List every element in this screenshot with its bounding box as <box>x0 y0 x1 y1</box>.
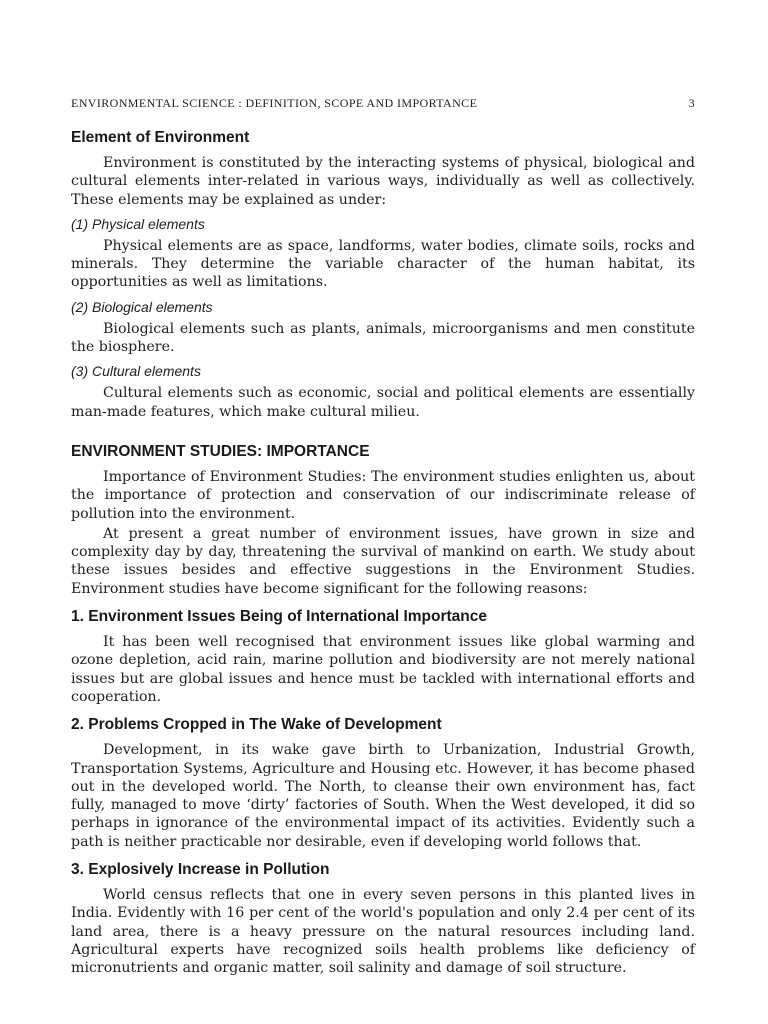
paragraph-reason-3: World census reflects that one in every seven persons in this planted lives in India. Evidently with 16 per cent of the world's population and only 2.4 per cent of its land area, there is a heavy pressure on the natural resources including land. Agricultural experts have recognized soils health problems like deficiency of micronutrients and organic matter, soil salinity and damage of soil structure. <box>71 887 695 977</box>
section-heading-reason-2: 2. Problems Cropped in The Wake of Development <box>71 716 442 734</box>
section-heading-importance: ENVIRONMENT STUDIES: IMPORTANCE <box>71 442 370 460</box>
paragraph-biological: Biological elements such as plants, animals, microorganisms and men constitute the biosphere. <box>71 320 695 356</box>
paragraph-cultural: Cultural elements such as economic, social and political elements are essentially man-made features, which make cultural milieu. <box>71 385 695 420</box>
paragraph-reason-2: Development, in its wake gave birth to Urbanization, Industrial Growth, Transportation Systems, Agriculture and Housing etc. However, it has become phased out in the developed world. The North, to cleanse their own environment has, fact fully, managed to move ‘dirty’ factories of South. When the West developed, it did so perhaps in ignorance of the environmental impact of its activities. Evidently such a path is neither practicable nor desirable, even if developing world follows that. <box>71 742 695 850</box>
paragraph-importance-2: At present a great number of environment issues, have grown in size and complexity day by day, threatening the survival of mankind on earth. We study about these issues besides and effective suggestions in the Environment Studies. Environment studies have become significant for the following reasons: <box>71 525 695 597</box>
paragraph-element-intro: Environment is constituted by the interacting systems of physical, biological and cultural elements inter-related in various ways, individually as well as collectively. These elements may be explained as under: <box>71 155 695 208</box>
section-heading-reason-1: 1. Environment Issues Being of International Importance <box>71 608 487 626</box>
running-header <box>71 96 695 111</box>
paragraph-importance-1: Importance of Environment Studies: The environment studies enlighten us, about the importance of protection and conservation of our indiscriminate release of pollution into the environment. <box>71 468 695 522</box>
paragraph-reason-1: It has been well recognised that environment issues like global warming and ozone depletion, acid rain, marine pollution and biodiversity are not merely national issues but are global issues and hence must be tackled with international efforts and cooperation. <box>71 634 695 705</box>
subheading-cultural: (3) Cultural elements <box>71 363 201 380</box>
section-heading-reason-3: 3. Explosively Increase in Pollution <box>71 861 330 879</box>
subheading-physical: (1) Physical elements <box>71 215 205 232</box>
page-body <box>71 127 695 980</box>
subheading-biological: (2) Biological elements <box>71 298 213 315</box>
paragraph-physical: Physical elements are as space, landforms, water bodies, climate soils, rocks and minerals. They determine the variable character of the human habitat, its opportunities as well as limitations. <box>71 237 695 291</box>
section-heading-element: Element of Environment <box>71 129 250 146</box>
page-number: 3 <box>688 96 695 110</box>
running-title: ENVIRONMENTAL SCIENCE : DEFINITION, SCOPE AND IMPORTANCE <box>71 96 478 110</box>
